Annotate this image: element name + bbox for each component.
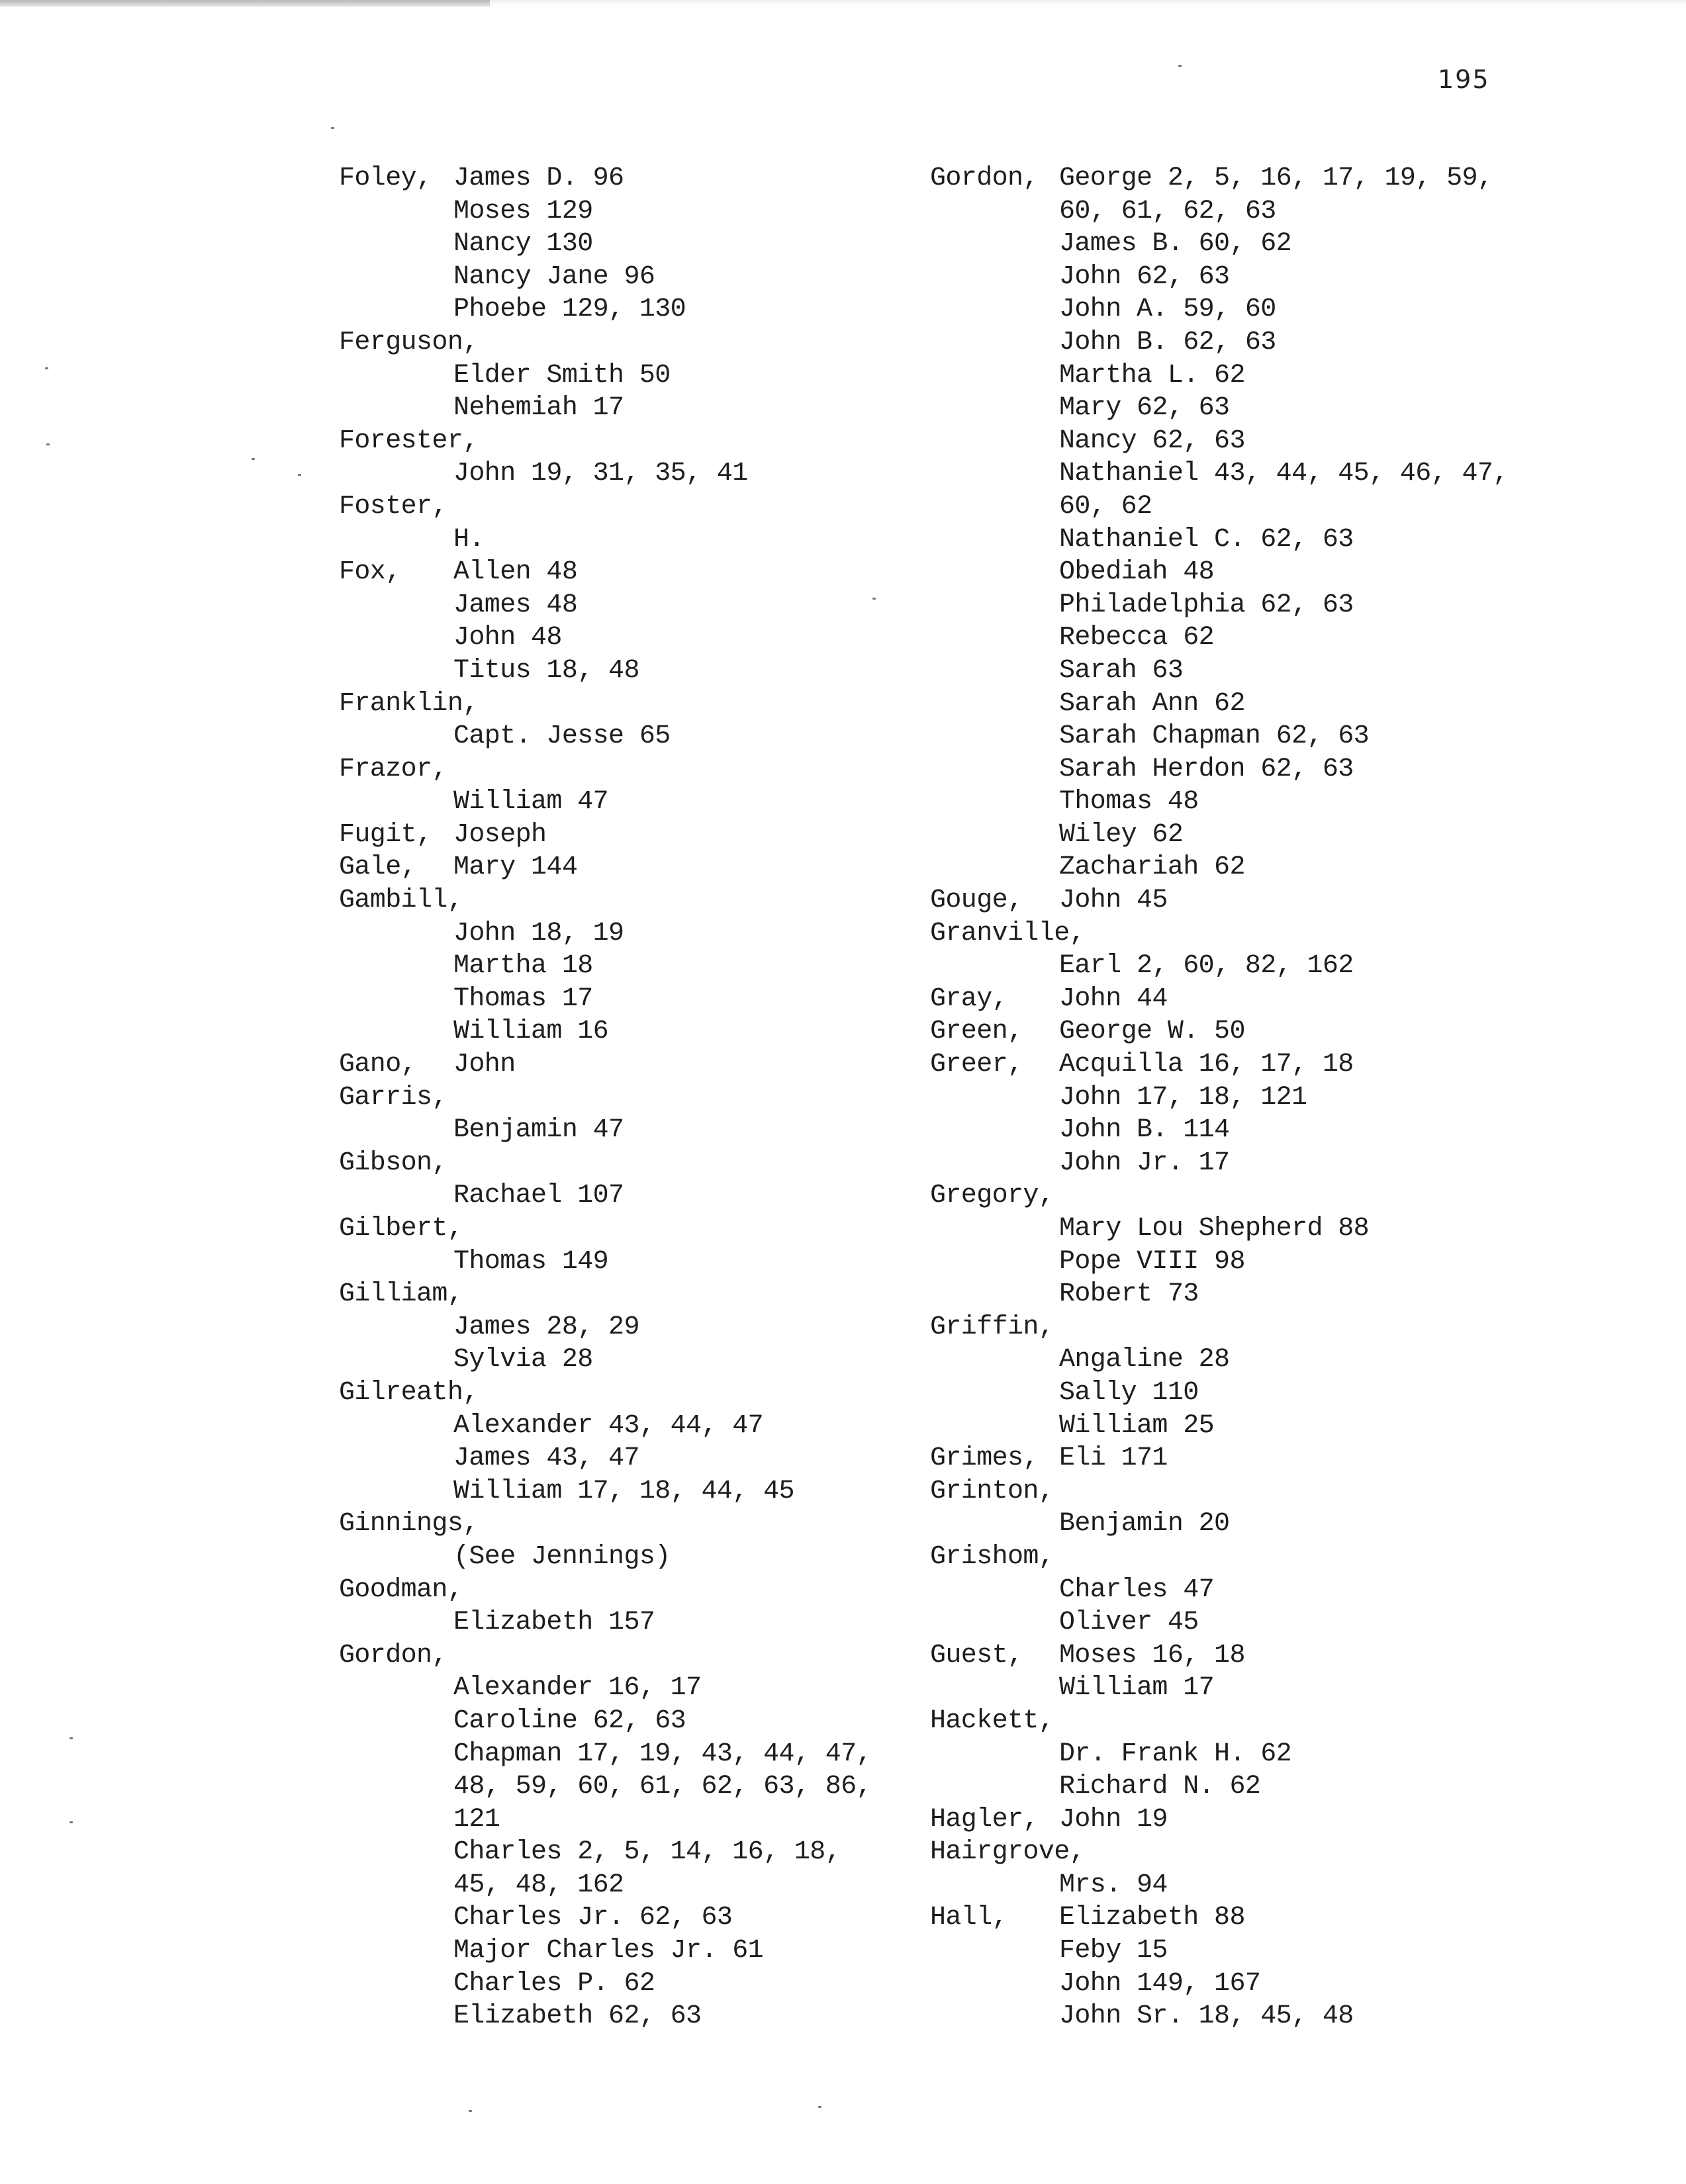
scan-speck [469, 2110, 472, 2112]
index-given-name-pages: H. [453, 524, 485, 555]
index-surname: Gouge, [930, 886, 1023, 916]
index-surname: Green, [930, 1017, 1023, 1047]
index-surname: Foley, [339, 163, 432, 193]
index-given-name-pages: Martha 18 [453, 951, 593, 981]
index-given-name-pages: Moses 129 [453, 196, 593, 226]
index-given-name-pages: 60, 62 [1059, 491, 1152, 522]
index-surname: Ferguson, [339, 327, 479, 357]
index-given-name-pages: William 16 [453, 1017, 609, 1047]
index-given-name-pages: John 18, 19 [453, 918, 624, 948]
index-surname: Goodman, [339, 1574, 463, 1605]
index-given-name-pages: 60, 61, 62, 63 [1059, 196, 1276, 226]
index-given-name-pages: Elder Smith 50 [453, 360, 671, 390]
index-given-name-pages: Rebecca 62 [1059, 623, 1215, 653]
index-given-name-pages: John Sr. 18, 45, 48 [1059, 2001, 1354, 2032]
index-given-name-pages: Major Charles Jr. 61 [453, 1936, 764, 1966]
index-given-name-pages: John Jr. 17 [1059, 1148, 1230, 1178]
index-given-name-pages: James 43, 47 [453, 1443, 639, 1474]
index-surname: Franklin, [339, 688, 479, 719]
index-given-name-pages: John B. 62, 63 [1059, 327, 1276, 357]
index-surname: Gordon, [339, 1640, 447, 1670]
index-surname: Griffin, [930, 1312, 1054, 1342]
index-surname: Gordon, [930, 163, 1039, 193]
index-given-name-pages: Charles 47 [1059, 1574, 1215, 1605]
index-given-name-pages: John A. 59, 60 [1059, 295, 1276, 325]
index-given-name-pages: Sally 110 [1059, 1377, 1199, 1408]
index-given-name-pages: Acquilla 16, 17, 18 [1059, 1050, 1354, 1080]
index-surname: Forester, [339, 426, 479, 456]
scan-edge-shadow-right [490, 0, 1686, 5]
index-surname: Grinton, [930, 1476, 1054, 1506]
index-given-name-pages: Sarah Ann 62 [1059, 688, 1245, 719]
scan-speck [818, 2106, 821, 2108]
index-given-name-pages: Obediah 48 [1059, 557, 1215, 588]
index-given-name-pages: Zachariah 62 [1059, 852, 1245, 883]
scan-edge-shadow [0, 0, 490, 7]
index-given-name-pages: Oliver 45 [1059, 1608, 1199, 1638]
index-given-name-pages: Alexander 43, 44, 47 [453, 1410, 764, 1441]
index-given-name-pages: Thomas 17 [453, 983, 593, 1014]
index-given-name-pages: Philadelphia 62, 63 [1059, 590, 1354, 620]
index-given-name-pages: Richard N. 62 [1059, 1772, 1261, 1802]
index-given-name-pages: Alexander 16, 17 [453, 1673, 702, 1704]
index-given-name-pages: John 62, 63 [1059, 261, 1230, 292]
scan-speck [331, 127, 334, 129]
scan-speck [45, 367, 48, 369]
index-given-name-pages: John [453, 1050, 516, 1080]
index-given-name-pages: (See Jennings) [453, 1541, 671, 1572]
index-surname: Garris, [339, 1082, 447, 1113]
index-surname: Gilreath, [339, 1377, 479, 1408]
index-given-name-pages: John 45 [1059, 886, 1168, 916]
index-surname: Gano, [339, 1050, 417, 1080]
index-given-name-pages: Nathaniel C. 62, 63 [1059, 524, 1354, 555]
index-given-name-pages: Nancy 130 [453, 229, 593, 259]
index-surname: Fugit, [339, 819, 432, 850]
index-given-name-pages: Charles P. 62 [453, 1968, 655, 1999]
index-given-name-pages: Charles 2, 5, 14, 16, 18, [453, 1837, 841, 1868]
index-given-name-pages: Nathaniel 43, 44, 45, 46, 47, [1059, 459, 1509, 489]
index-surname: Gregory, [930, 1181, 1054, 1211]
index-given-name-pages: George W. 50 [1059, 1017, 1245, 1047]
index-given-name-pages: Benjamin 47 [453, 1115, 624, 1146]
index-given-name-pages: John 149, 167 [1059, 1968, 1261, 1999]
index-given-name-pages: Benjamin 20 [1059, 1509, 1230, 1539]
index-given-name-pages: George 2, 5, 16, 17, 19, 59, [1059, 163, 1493, 193]
index-given-name-pages: John B. 114 [1059, 1115, 1230, 1146]
index-given-name-pages: Moses 16, 18 [1059, 1640, 1245, 1670]
index-given-name-pages: Sarah 63 [1059, 655, 1184, 686]
index-given-name-pages: Nancy 62, 63 [1059, 426, 1245, 456]
index-given-name-pages: Mrs. 94 [1059, 1870, 1168, 1900]
index-given-name-pages: Sylvia 28 [453, 1345, 593, 1375]
index-given-name-pages: John 19 [1059, 1804, 1168, 1835]
index-given-name-pages: John 19, 31, 35, 41 [453, 459, 748, 489]
index-given-name-pages: 48, 59, 60, 61, 62, 63, 86, [453, 1772, 872, 1802]
index-surname: Grishom, [930, 1541, 1054, 1572]
index-given-name-pages: John 17, 18, 121 [1059, 1082, 1307, 1113]
index-surname: Hairgrove, [930, 1837, 1086, 1868]
index-surname: Granville, [930, 918, 1086, 948]
index-given-name-pages: Elizabeth 62, 63 [453, 2001, 702, 2032]
index-given-name-pages: Elizabeth 88 [1059, 1903, 1245, 1933]
index-given-name-pages: Caroline 62, 63 [453, 1706, 686, 1736]
index-surname: Gilbert, [339, 1214, 463, 1244]
index-surname: Gale, [339, 852, 417, 883]
index-given-name-pages: William 25 [1059, 1410, 1215, 1441]
index-given-name-pages: James 48 [453, 590, 578, 620]
index-given-name-pages: Sarah Chapman 62, 63 [1059, 721, 1370, 752]
index-given-name-pages: 121 [453, 1804, 500, 1835]
index-given-name-pages: William 17 [1059, 1673, 1215, 1704]
index-given-name-pages: Titus 18, 48 [453, 655, 639, 686]
scan-speck [70, 1737, 73, 1739]
index-given-name-pages: Elizabeth 157 [453, 1608, 655, 1638]
index-given-name-pages: Chapman 17, 19, 43, 44, 47, [453, 1739, 872, 1769]
index-surname: Gray, [930, 983, 1008, 1014]
index-given-name-pages: Thomas 48 [1059, 787, 1199, 817]
scan-speck [46, 443, 50, 445]
index-given-name-pages: Eli 171 [1059, 1443, 1168, 1474]
index-given-name-pages: William 17, 18, 44, 45 [453, 1476, 794, 1506]
index-surname: Hall, [930, 1903, 1008, 1933]
index-surname: Grimes, [930, 1443, 1039, 1474]
index-surname: Fox, [339, 557, 401, 588]
index-surname: Greer, [930, 1050, 1023, 1080]
scan-speck [1178, 65, 1182, 67]
index-surname: Ginnings, [339, 1509, 479, 1539]
index-given-name-pages: Capt. Jesse 65 [453, 721, 671, 752]
index-given-name-pages: Nehemiah 17 [453, 393, 624, 424]
index-surname: Gambill, [339, 886, 463, 916]
index-given-name-pages: Charles Jr. 62, 63 [453, 1903, 733, 1933]
index-given-name-pages: Feby 15 [1059, 1936, 1168, 1966]
index-given-name-pages: John 44 [1059, 983, 1168, 1014]
index-given-name-pages: James 28, 29 [453, 1312, 639, 1342]
index-given-name-pages: Mary 144 [453, 852, 578, 883]
scan-speck [298, 474, 301, 476]
index-given-name-pages: Thomas 149 [453, 1246, 609, 1277]
index-given-name-pages: Robert 73 [1059, 1279, 1199, 1310]
index-given-name-pages: James B. 60, 62 [1059, 229, 1292, 259]
index-surname: Gilliam, [339, 1279, 463, 1310]
index-given-name-pages: Martha L. 62 [1059, 360, 1245, 390]
index-given-name-pages: John 48 [453, 623, 562, 653]
index-given-name-pages: Earl 2, 60, 82, 162 [1059, 951, 1354, 981]
index-given-name-pages: Allen 48 [453, 557, 578, 588]
index-surname: Frazor, [339, 754, 447, 784]
scan-speck [252, 458, 255, 460]
index-given-name-pages: Phoebe 129, 130 [453, 295, 686, 325]
index-given-name-pages: Wiley 62 [1059, 819, 1184, 850]
index-given-name-pages: Pope VIII 98 [1059, 1246, 1245, 1277]
index-surname: Guest, [930, 1640, 1023, 1670]
index-given-name-pages: 45, 48, 162 [453, 1870, 624, 1900]
index-given-name-pages: James D. 96 [453, 163, 624, 193]
index-given-name-pages: Nancy Jane 96 [453, 261, 655, 292]
index-given-name-pages: Joseph [453, 819, 547, 850]
index-given-name-pages: Angaline 28 [1059, 1345, 1230, 1375]
page-number: 195 [1438, 65, 1490, 94]
index-given-name-pages: Mary 62, 63 [1059, 393, 1230, 424]
index-surname: Gibson, [339, 1148, 447, 1178]
index-surname: Hackett, [930, 1706, 1054, 1736]
scan-speck [70, 1821, 73, 1823]
index-given-name-pages: Dr. Frank H. 62 [1059, 1739, 1292, 1769]
index-given-name-pages: Rachael 107 [453, 1181, 624, 1211]
index-given-name-pages: Sarah Herdon 62, 63 [1059, 754, 1354, 784]
index-given-name-pages: Mary Lou Shepherd 88 [1059, 1214, 1370, 1244]
index-given-name-pages: William 47 [453, 787, 609, 817]
index-surname: Foster, [339, 491, 447, 522]
scan-speck [872, 598, 876, 600]
index-surname: Hagler, [930, 1804, 1039, 1835]
